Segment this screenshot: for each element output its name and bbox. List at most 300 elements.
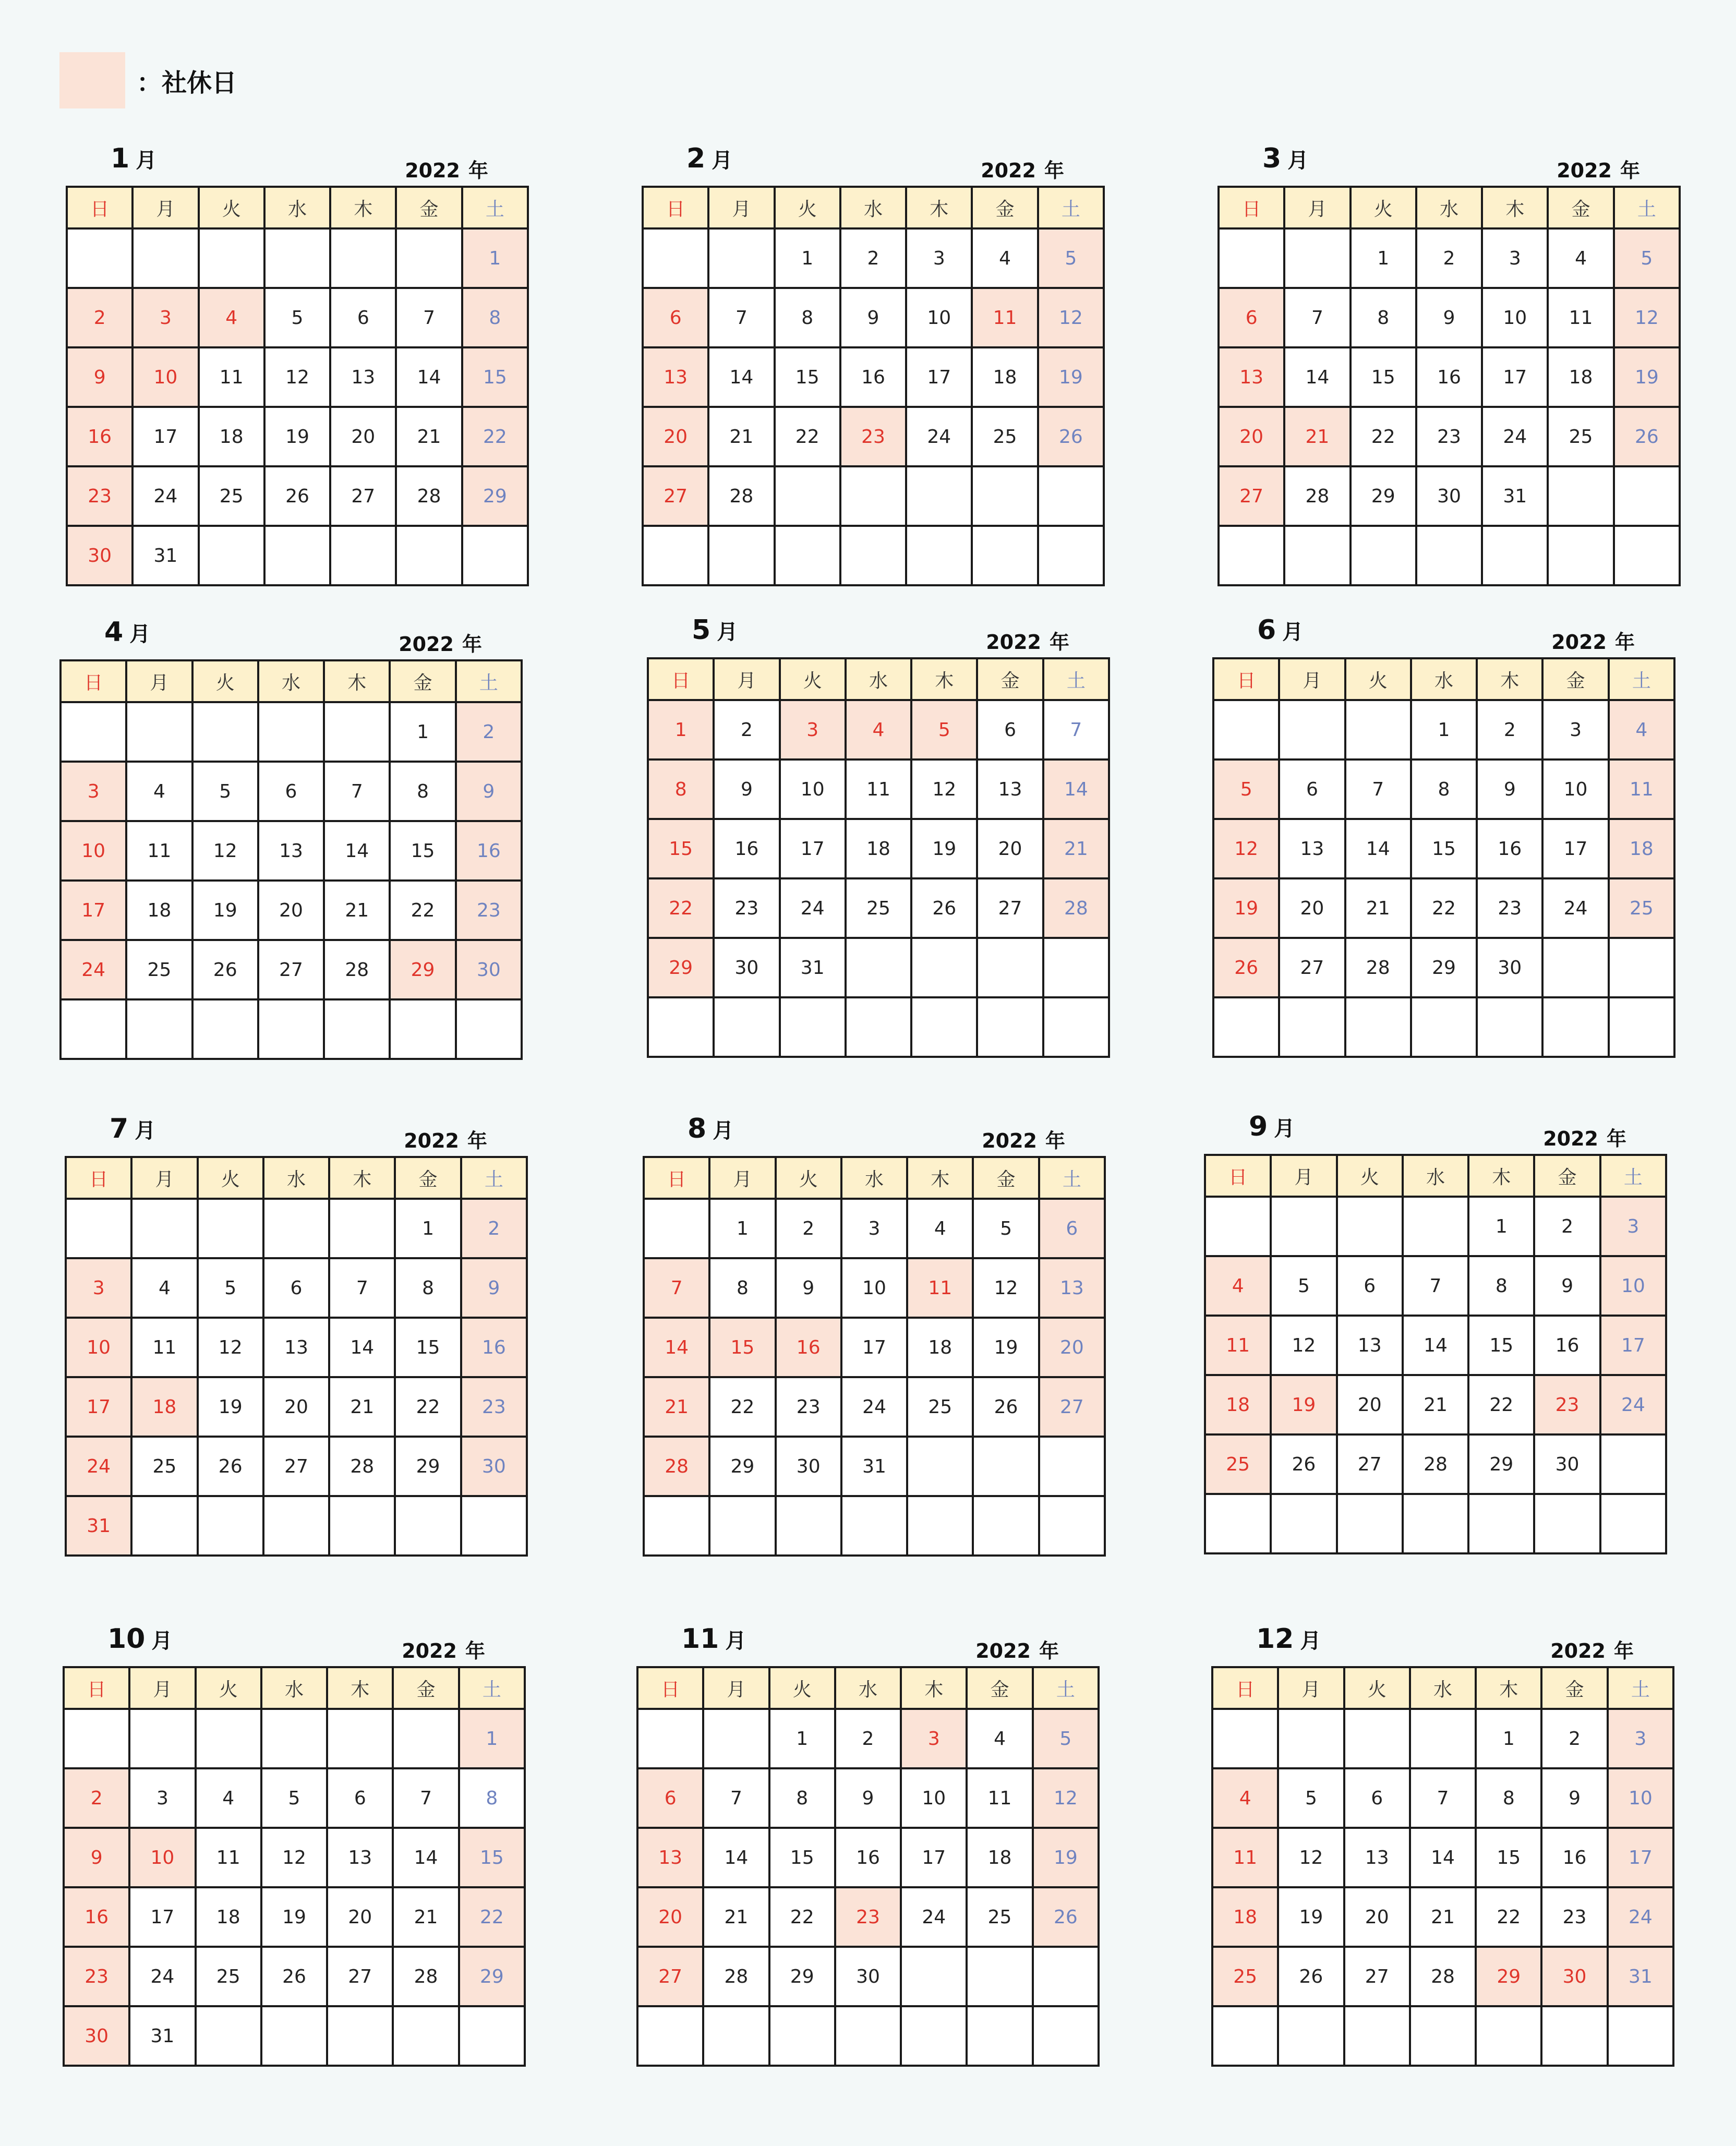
day-cell: 15 — [462, 347, 528, 407]
day-cell: 20 — [637, 1887, 703, 1947]
day-cell: 18 — [1609, 819, 1674, 878]
day-cell: 15 — [769, 1828, 835, 1887]
month-table — [1211, 1666, 1674, 2067]
day-cell: 26 — [264, 466, 330, 526]
day-cell: 8 — [459, 1768, 525, 1828]
week-row — [1219, 228, 1680, 288]
month-calendar-4 — [59, 617, 523, 1060]
day-cell: 14 — [324, 821, 390, 881]
week-row — [1205, 1494, 1666, 1553]
week-row — [64, 1828, 525, 1887]
weekday-header: 土 — [1608, 1667, 1673, 1709]
day-cell: 20 — [1219, 407, 1284, 466]
empty-day-cell — [327, 2006, 393, 2066]
empty-day-cell — [841, 1496, 907, 1556]
day-cell: 20 — [643, 407, 708, 466]
day-cell: 22 — [648, 878, 714, 938]
day-cell: 23 — [835, 1887, 901, 1947]
day-cell: 8 — [390, 762, 455, 821]
weekday-header: 火 — [196, 1667, 261, 1709]
week-row — [66, 1199, 527, 1258]
day-cell: 2 — [1477, 700, 1542, 759]
day-cell: 18 — [907, 1318, 973, 1377]
weekday-header: 火 — [1337, 1155, 1403, 1197]
week-row — [66, 1437, 527, 1496]
weekday-header: 日 — [644, 1157, 709, 1199]
empty-day-cell — [835, 2006, 901, 2066]
week-row — [1212, 1887, 1673, 1947]
day-cell: 19 — [198, 1377, 263, 1437]
empty-day-cell — [192, 702, 258, 762]
empty-day-cell — [1219, 228, 1284, 288]
empty-day-cell — [1600, 1494, 1666, 1553]
day-cell: 5 — [911, 700, 977, 759]
week-row — [67, 526, 528, 585]
day-cell: 20 — [1279, 878, 1345, 938]
day-cell: 27 — [1219, 466, 1284, 526]
day-cell: 28 — [1410, 1947, 1476, 2006]
empty-day-cell — [846, 997, 911, 1057]
empty-day-cell — [199, 228, 264, 288]
day-cell: 28 — [396, 466, 462, 526]
day-cell: 13 — [1337, 1316, 1403, 1375]
weekday-header: 土 — [1043, 658, 1109, 700]
day-cell: 19 — [973, 1318, 1039, 1377]
day-cell: 26 — [261, 1947, 327, 2006]
day-cell: 17 — [901, 1828, 967, 1887]
day-cell: 15 — [1351, 347, 1416, 407]
day-cell: 17 — [1608, 1828, 1673, 1887]
empty-day-cell — [1033, 2006, 1099, 2066]
weekday-header: 月 — [1279, 658, 1345, 700]
day-cell: 8 — [462, 288, 528, 347]
week-row — [1212, 1828, 1673, 1887]
day-cell: 2 — [67, 288, 132, 347]
day-cell: 13 — [1279, 819, 1345, 878]
day-cell: 3 — [61, 762, 126, 821]
day-cell: 27 — [330, 466, 396, 526]
day-cell: 20 — [258, 881, 324, 940]
day-cell: 6 — [330, 288, 396, 347]
empty-day-cell — [1482, 526, 1548, 585]
day-cell: 16 — [64, 1887, 129, 1947]
empty-day-cell — [1284, 228, 1350, 288]
month-calendar-12 — [1211, 1623, 1674, 2067]
day-cell: 10 — [1600, 1256, 1666, 1316]
month-unit: 月 — [1274, 1117, 1295, 1141]
day-cell: 13 — [1344, 1828, 1410, 1887]
day-cell: 22 — [1468, 1375, 1534, 1434]
week-row — [1205, 1375, 1666, 1434]
empty-day-cell — [1213, 700, 1279, 759]
day-cell: 9 — [840, 288, 906, 347]
weekday-header: 水 — [261, 1667, 327, 1709]
empty-day-cell — [1205, 1197, 1271, 1256]
day-cell: 24 — [132, 466, 198, 526]
day-cell: 13 — [1039, 1258, 1105, 1318]
day-cell: 24 — [841, 1377, 907, 1437]
week-row — [61, 881, 522, 940]
weekday-header: 木 — [907, 1157, 973, 1199]
day-cell: 18 — [199, 407, 264, 466]
day-cell: 16 — [1416, 347, 1482, 407]
day-cell: 5 — [1271, 1256, 1336, 1316]
day-cell: 14 — [1410, 1828, 1476, 1887]
week-row — [637, 1947, 1099, 2006]
year-number: 2022 — [405, 159, 460, 182]
day-cell: 27 — [1039, 1377, 1105, 1437]
empty-day-cell — [1600, 1434, 1666, 1494]
weekday-header: 火 — [780, 658, 846, 700]
week-row — [643, 407, 1104, 466]
year-title — [975, 1635, 1059, 1663]
month-calendar-7 — [65, 1113, 528, 1557]
day-cell: 19 — [1614, 347, 1680, 407]
weekday-header: 金 — [1542, 658, 1608, 700]
week-row — [61, 940, 522, 999]
day-cell: 15 — [1476, 1828, 1541, 1887]
weekday-header: 木 — [906, 187, 972, 228]
empty-day-cell — [264, 228, 330, 288]
day-cell: 12 — [192, 821, 258, 881]
weekday-header: 木 — [324, 660, 390, 702]
day-cell: 1 — [769, 1709, 835, 1768]
day-cell: 6 — [637, 1768, 703, 1828]
weekday-header: 水 — [1410, 1667, 1476, 1709]
year-unit: 年 — [1049, 631, 1069, 654]
weekday-header: 金 — [396, 187, 462, 228]
day-cell: 25 — [907, 1377, 973, 1437]
day-cell: 5 — [1033, 1709, 1099, 1768]
day-cell: 27 — [327, 1947, 393, 2006]
weekday-header: 木 — [1482, 187, 1548, 228]
day-cell: 7 — [324, 762, 390, 821]
month-title — [1257, 614, 1303, 646]
empty-day-cell — [769, 2006, 835, 2066]
month-unit: 月 — [151, 1629, 173, 1653]
day-cell: 18 — [1205, 1375, 1271, 1434]
month-title — [1262, 143, 1308, 174]
day-cell: 29 — [769, 1947, 835, 2006]
month-unit: 月 — [129, 622, 151, 646]
week-row — [637, 1828, 1099, 1887]
empty-day-cell — [1541, 2006, 1607, 2066]
day-cell: 27 — [263, 1437, 329, 1496]
empty-day-cell — [1212, 1709, 1278, 1768]
weekday-header: 水 — [264, 187, 330, 228]
day-cell: 20 — [263, 1377, 329, 1437]
day-cell: 13 — [1219, 347, 1284, 407]
weekday-header: 金 — [390, 660, 455, 702]
day-cell: 21 — [396, 407, 462, 466]
day-cell: 27 — [1344, 1947, 1410, 2006]
day-cell: 28 — [324, 940, 390, 999]
day-cell: 8 — [1476, 1768, 1541, 1828]
weekday-header: 火 — [1345, 658, 1411, 700]
day-cell: 5 — [973, 1199, 1039, 1258]
week-row — [648, 819, 1109, 878]
day-cell: 15 — [648, 819, 714, 878]
day-cell: 31 — [66, 1496, 131, 1556]
day-cell: 8 — [769, 1768, 835, 1828]
day-cell: 10 — [841, 1258, 907, 1318]
empty-day-cell — [840, 466, 906, 526]
week-row — [643, 288, 1104, 347]
empty-day-cell — [907, 1496, 973, 1556]
day-cell: 11 — [126, 821, 192, 881]
weekday-header: 土 — [1609, 658, 1674, 700]
weekday-header-row — [1219, 187, 1680, 228]
day-cell: 17 — [1600, 1316, 1666, 1375]
empty-day-cell — [775, 526, 840, 585]
day-cell: 6 — [643, 288, 708, 347]
empty-day-cell — [1043, 938, 1109, 997]
day-cell: 29 — [709, 1437, 775, 1496]
weekday-header: 月 — [132, 187, 198, 228]
empty-day-cell — [967, 2006, 1032, 2066]
empty-day-cell — [901, 2006, 967, 2066]
day-cell: 27 — [1279, 938, 1345, 997]
empty-day-cell — [780, 997, 846, 1057]
empty-day-cell — [1344, 1709, 1410, 1768]
day-cell: 10 — [1608, 1768, 1673, 1828]
weekday-header: 木 — [330, 187, 396, 228]
week-row — [67, 407, 528, 466]
day-cell: 12 — [198, 1318, 263, 1377]
weekday-header: 月 — [1278, 1667, 1344, 1709]
week-row — [61, 999, 522, 1059]
day-cell: 4 — [907, 1199, 973, 1258]
day-cell: 21 — [393, 1887, 459, 1947]
empty-day-cell — [1271, 1494, 1336, 1553]
day-cell: 29 — [1476, 1947, 1541, 2006]
weekday-header-row — [66, 1157, 527, 1199]
day-cell: 12 — [911, 759, 977, 819]
day-cell: 29 — [462, 466, 528, 526]
weekday-header: 火 — [1351, 187, 1416, 228]
day-cell: 2 — [1541, 1709, 1607, 1768]
year-unit: 年 — [1606, 1127, 1626, 1150]
week-row — [1213, 878, 1674, 938]
day-cell: 25 — [972, 407, 1038, 466]
month-table — [636, 1666, 1100, 2067]
week-row — [644, 1258, 1105, 1318]
month-table — [65, 1156, 528, 1557]
day-cell: 7 — [329, 1258, 395, 1318]
day-cell: 21 — [1403, 1375, 1468, 1434]
month-title — [111, 143, 156, 174]
day-cell: 24 — [901, 1887, 967, 1947]
empty-day-cell — [258, 999, 324, 1059]
day-cell: 9 — [835, 1768, 901, 1828]
weekday-header: 日 — [1213, 658, 1279, 700]
day-cell: 26 — [1038, 407, 1104, 466]
day-cell: 11 — [907, 1258, 973, 1318]
day-cell: 5 — [192, 762, 258, 821]
day-cell: 23 — [776, 1377, 841, 1437]
day-cell: 14 — [1403, 1316, 1468, 1375]
day-cell: 12 — [264, 347, 330, 407]
month-calendar-11 — [636, 1623, 1100, 2067]
weekday-header: 金 — [1548, 187, 1613, 228]
empty-day-cell — [462, 526, 528, 585]
month-number: 1 — [111, 143, 130, 174]
week-row — [64, 1887, 525, 1947]
weekday-header: 金 — [977, 658, 1043, 700]
day-cell: 3 — [1608, 1709, 1673, 1768]
empty-day-cell — [1279, 700, 1345, 759]
day-cell: 25 — [1609, 878, 1674, 938]
empty-day-cell — [1345, 700, 1411, 759]
day-cell: 31 — [132, 526, 198, 585]
day-cell: 26 — [1271, 1434, 1336, 1494]
year-unit: 年 — [1620, 159, 1640, 182]
day-cell: 3 — [66, 1258, 131, 1318]
day-cell: 2 — [64, 1768, 129, 1828]
empty-day-cell — [461, 1496, 527, 1556]
month-number: 5 — [692, 614, 711, 646]
day-cell: 26 — [911, 878, 977, 938]
weekday-header: 月 — [708, 187, 774, 228]
day-cell: 15 — [459, 1828, 525, 1887]
year-unit: 年 — [1039, 1639, 1059, 1662]
empty-day-cell — [1279, 997, 1345, 1057]
day-cell: 24 — [1542, 878, 1608, 938]
day-cell: 28 — [703, 1947, 769, 2006]
day-cell: 24 — [129, 1947, 195, 2006]
empty-day-cell — [196, 1709, 261, 1768]
day-cell: 26 — [192, 940, 258, 999]
day-cell: 10 — [906, 288, 972, 347]
day-cell: 6 — [258, 762, 324, 821]
day-cell: 5 — [198, 1258, 263, 1318]
day-cell: 30 — [835, 1947, 901, 2006]
day-cell: 13 — [327, 1828, 393, 1887]
year-number: 2022 — [399, 633, 454, 656]
empty-day-cell — [199, 526, 264, 585]
week-row — [64, 1768, 525, 1828]
year-title — [399, 628, 482, 657]
empty-day-cell — [1542, 997, 1608, 1057]
day-cell: 25 — [199, 466, 264, 526]
weekday-header: 木 — [329, 1157, 395, 1199]
day-cell: 20 — [1344, 1887, 1410, 1947]
year-title — [1557, 154, 1640, 183]
week-row — [637, 1768, 1099, 1828]
day-cell: 12 — [261, 1828, 327, 1887]
month-unit: 月 — [712, 149, 733, 173]
day-cell: 17 — [1482, 347, 1548, 407]
year-title — [1551, 626, 1635, 655]
day-cell: 2 — [714, 700, 779, 759]
day-cell: 4 — [131, 1258, 197, 1318]
day-cell: 10 — [132, 347, 198, 407]
weekday-header: 火 — [1344, 1667, 1410, 1709]
year-unit: 年 — [1045, 1129, 1065, 1152]
day-cell: 12 — [1614, 288, 1680, 347]
day-cell: 2 — [840, 228, 906, 288]
day-cell: 18 — [126, 881, 192, 940]
day-cell: 16 — [835, 1828, 901, 1887]
day-cell: 11 — [972, 288, 1038, 347]
day-cell: 19 — [261, 1887, 327, 1947]
day-cell: 22 — [1351, 407, 1416, 466]
day-cell: 29 — [390, 940, 455, 999]
day-cell: 6 — [1039, 1199, 1105, 1258]
week-row — [1212, 1947, 1673, 2006]
day-cell: 21 — [708, 407, 774, 466]
day-cell: 6 — [327, 1768, 393, 1828]
day-cell: 23 — [456, 881, 522, 940]
empty-day-cell — [1043, 997, 1109, 1057]
day-cell: 27 — [258, 940, 324, 999]
weekday-header: 木 — [1477, 658, 1542, 700]
day-cell: 21 — [1410, 1887, 1476, 1947]
month-title — [1249, 1111, 1295, 1142]
day-cell: 25 — [196, 1947, 261, 2006]
week-row — [67, 228, 528, 288]
day-cell: 20 — [1039, 1318, 1105, 1377]
day-cell: 6 — [1344, 1768, 1410, 1828]
day-cell: 4 — [1212, 1768, 1278, 1828]
day-cell: 23 — [1534, 1375, 1600, 1434]
empty-day-cell — [1476, 2006, 1541, 2066]
empty-day-cell — [1337, 1494, 1403, 1553]
week-row — [1213, 997, 1674, 1057]
day-cell: 4 — [1548, 228, 1613, 288]
empty-day-cell — [1614, 466, 1680, 526]
week-row — [61, 762, 522, 821]
day-cell: 16 — [461, 1318, 527, 1377]
day-cell: 22 — [775, 407, 840, 466]
weekday-header: 火 — [775, 187, 840, 228]
year-number: 2022 — [1543, 1127, 1598, 1150]
day-cell: 5 — [1614, 228, 1680, 288]
day-cell: 3 — [901, 1709, 967, 1768]
week-row — [643, 228, 1104, 288]
day-cell: 28 — [1284, 466, 1350, 526]
day-cell: 13 — [977, 759, 1043, 819]
weekday-header: 水 — [263, 1157, 329, 1199]
day-cell: 14 — [703, 1828, 769, 1887]
day-cell: 6 — [1279, 759, 1345, 819]
weekday-header: 日 — [66, 1157, 131, 1199]
month-number: 3 — [1262, 143, 1282, 174]
empty-day-cell — [327, 1709, 393, 1768]
day-cell: 9 — [456, 762, 522, 821]
month-number: 12 — [1256, 1623, 1294, 1655]
day-cell: 1 — [1468, 1197, 1534, 1256]
weekday-header-row — [643, 187, 1104, 228]
empty-day-cell — [1038, 466, 1104, 526]
weekday-header: 水 — [1411, 658, 1477, 700]
day-cell: 18 — [131, 1377, 197, 1437]
weekday-header: 金 — [1541, 1667, 1607, 1709]
day-cell: 24 — [1600, 1375, 1666, 1434]
empty-day-cell — [972, 466, 1038, 526]
week-row — [637, 1887, 1099, 1947]
day-cell: 18 — [846, 819, 911, 878]
day-cell: 2 — [456, 702, 522, 762]
month-table — [1217, 186, 1681, 586]
month-number: 9 — [1249, 1111, 1268, 1142]
day-cell: 25 — [131, 1437, 197, 1496]
day-cell: 4 — [126, 762, 192, 821]
weekday-header: 土 — [1614, 187, 1680, 228]
empty-day-cell — [901, 1947, 967, 2006]
empty-day-cell — [1038, 526, 1104, 585]
empty-day-cell — [258, 702, 324, 762]
